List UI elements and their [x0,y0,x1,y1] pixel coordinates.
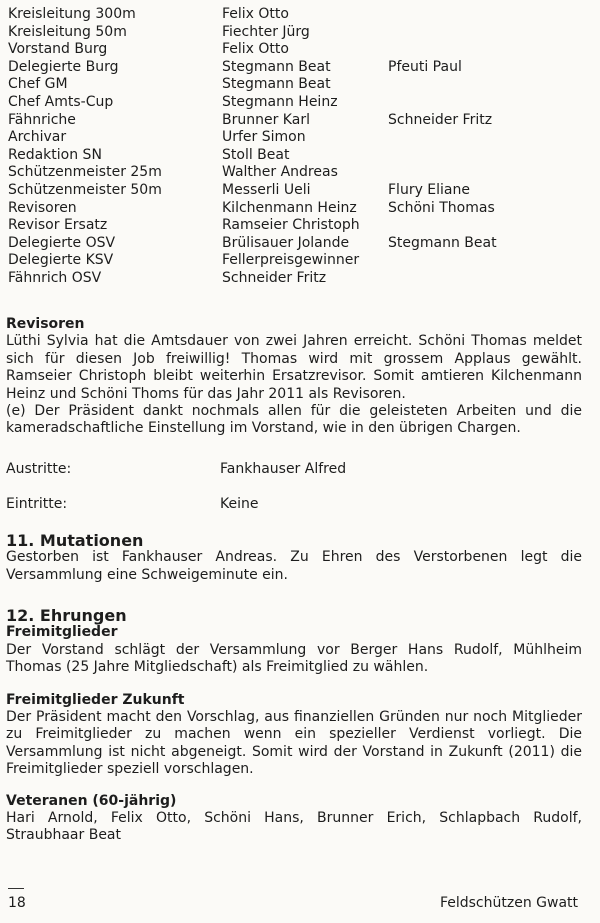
austritte-value: Fankhauser Alfred [220,461,347,477]
role-person-1: Messerli Ueli [222,181,311,198]
ehrungen-section [6,607,582,845]
revisoren-heading: Revisoren [6,316,85,332]
role-person-1: Schneider Fritz [222,269,327,286]
role-person-2 [388,76,558,94]
role-row [8,235,568,253]
role-person-2 [388,270,558,288]
revisoren-paragraph-2: (e) Der Präsident dankt nochmals allen für die geleisteten Arbeiten und die kameradschaftliche Einstellung im Vorstand, wie in den übrigen Chargen. [6,403,582,437]
role-label: Revisor Ersatz [8,217,108,234]
role-person-1: Felix Otto [222,6,289,22]
role-label: Fähnriche [8,111,76,128]
ehrungen-heading: 12. Ehrungen [6,606,127,625]
eintritte-value: Keine [220,496,259,512]
footer-rule [8,888,24,889]
role-label: Schützenmeister 50m [8,181,162,198]
role-person-1: Walther Andreas [222,164,338,181]
role-label: Kreisleitung 300m [8,6,136,22]
role-person-2: Flury Eliane [388,181,470,198]
freimitglieder-heading: Freimitglieder [6,624,118,641]
role-row [8,112,568,130]
role-row [8,41,568,59]
role-person-2 [388,217,558,235]
role-row [8,94,568,112]
role-row [8,270,568,288]
role-row [8,252,568,270]
mutationen-section [6,532,582,584]
freimitglieder-zukunft-text: Der Präsident macht den Vorschlag, aus finanziellen Gründen nur noch Mitglieder zu Freimitglieder zu machen wenn ein spezieller Verdienst vorliegt. Die Versammlung ist nicht abgeneigt. Somit wird der Vorstand in Zukunft (2011) die Freimitglieder speziell vorschlagen. [6,709,582,778]
role-person-1: Stegmann Heinz [222,93,338,110]
veteranen-heading: Veteranen (60-jährig) [6,792,177,809]
role-person-2 [388,6,558,24]
role-label: Redaktion SN [8,146,102,163]
veteranen-text: Hari Arnold, Felix Otto, Schöni Hans, Brunner Erich, Schlapbach Rudolf, Straubhaar Beat [6,810,582,844]
austritte-row [6,461,566,477]
role-label: Vorstand Burg [8,41,108,58]
role-person-1: Urfer Simon [222,129,306,146]
mutationen-heading: 11. Mutationen [6,531,144,550]
role-label: Delegierte Burg [8,58,119,75]
role-label: Delegierte OSV [8,234,116,251]
role-row [8,200,568,218]
role-row [8,217,568,235]
role-row [8,182,568,200]
role-person-2: Stegmann Beat [388,234,497,251]
role-person-1: Stegmann Beat [222,76,331,93]
revisoren-paragraph: Lüthi Sylvia hat die Amtsdauer von zwei Jahren erreicht. Schöni Thomas meldet sich für diesen Job freiwillig! Thomas wird mit grossem Applaus gewählt. Ramseier Christoph bleibt weiterhin Ersatzrevisor. Somit amtieren Kilchenmann Heinz und Schöni Thoms für das Jahr 2011 als Revisoren. [6,333,582,402]
freimitglieder-zukunft-heading: Freimitglieder Zukunft [6,691,185,708]
role-row [8,129,568,147]
austritte-label: Austritte: [6,461,72,477]
page-number: 18 [8,895,26,911]
role-label: Delegierte KSV [8,252,114,269]
revisoren-section [6,316,582,438]
role-row [8,59,568,77]
role-label: Fähnrich OSV [8,269,102,286]
eintritte-label: Eintritte: [6,496,68,512]
role-person-2: Schneider Fritz [388,111,493,128]
role-label: Archivar [8,129,67,146]
role-person-2 [388,94,558,112]
role-row [8,147,568,165]
role-person-2 [388,24,558,42]
role-row [8,164,568,182]
role-label: Schützenmeister 25m [8,164,162,181]
roles-table [8,6,568,288]
role-row [8,76,568,94]
eintritte-row [6,496,566,512]
footer-title: Feldschützen Gwatt [439,895,578,911]
role-row [8,6,568,24]
freimitglieder-text: Der Vorstand schlägt der Versammlung vor Berger Hans Rudolf, Mühlheim Thomas (25 Jahre Mitgliedschaft) als Freimitglied zu wählen. [6,641,582,676]
role-label: Revisoren [8,199,77,216]
role-person-2 [388,252,558,270]
role-label: Chef Amts-Cup [8,93,114,110]
role-row [8,24,568,42]
role-person-1: Fellerpreisgewinner [222,252,360,269]
mutationen-text: Gestorben ist Fankhauser Andreas. Zu Ehren des Verstorbenen legt die Versammlung eine Schweigeminute ein. [6,549,582,583]
role-person-1: Stoll Beat [222,146,290,163]
role-person-1: Ramseier Christoph [222,217,360,234]
role-person-1: Felix Otto [222,41,289,58]
role-person-2 [388,129,558,147]
role-person-1: Brülisauer Jolande [222,234,350,251]
role-person-2 [388,41,558,59]
role-person-1: Brunner Karl [222,111,310,128]
role-label: Kreisleitung 50m [8,23,127,40]
role-person-2 [388,164,558,182]
role-person-2: Schöni Thomas [388,199,495,216]
role-person-1: Kilchenmann Heinz [222,199,357,216]
role-person-1: Fiechter Jürg [222,23,310,40]
role-person-1: Stegmann Beat [222,58,331,75]
role-label: Chef GM [8,76,68,93]
role-person-2 [388,147,558,165]
role-person-2: Pfeuti Paul [388,58,462,75]
